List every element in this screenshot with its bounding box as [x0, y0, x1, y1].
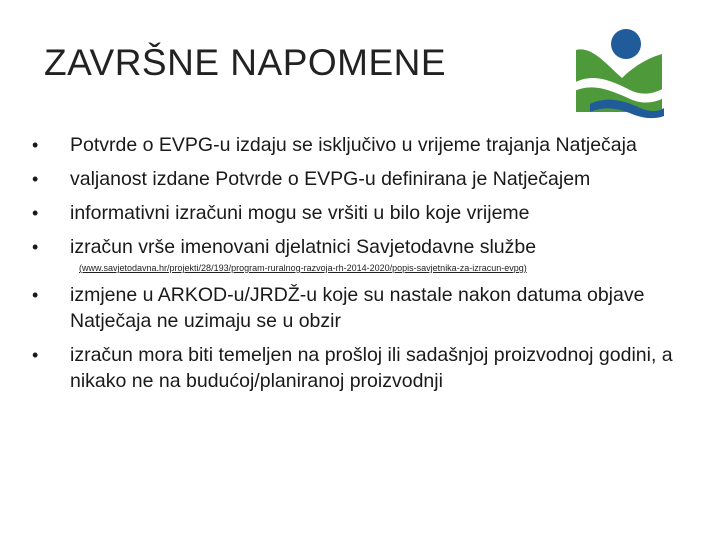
bullet-text: Potvrde o EVPG-u izdaju se isključivo u vrijeme trajanja Natječaja	[70, 134, 637, 156]
bullet-text: izračun vrše imenovani djelatnici Savjetodavne službe	[70, 236, 537, 258]
bullet-icon: •	[32, 169, 39, 189]
list-item	[24, 282, 704, 334]
bullet-text: valjanost izdane Potvrde o EVPG-u definirana je Natječajem	[70, 168, 591, 190]
bullet-list	[24, 132, 704, 402]
bullet-icon: •	[32, 237, 39, 257]
list-item	[24, 342, 704, 394]
slide-title: ZAVRŠNE NAPOMENE	[44, 42, 447, 83]
ministry-logo-icon	[570, 24, 666, 120]
bullet-text: izmjene u ARKOD-u/JRDŽ-u koje su nastale nakon datuma objave Natječaja ne uzimaju se u obzir	[70, 284, 645, 332]
list-item	[24, 234, 704, 260]
bullet-icon: •	[32, 345, 39, 365]
bullet-icon: •	[32, 203, 39, 223]
bullet-icon: •	[32, 285, 39, 305]
bullet-text: informativni izračuni mogu se vršiti u bilo koje vrijeme	[70, 202, 530, 224]
list-item	[24, 132, 704, 158]
list-item	[24, 166, 704, 192]
list-item	[24, 200, 704, 226]
bullet-icon: •	[32, 135, 39, 155]
savjetodavna-link[interactable]: (www.savjetodavna.hr/projekti/28/193/program-ruralnog-razvoja-rh-2014-2020/popis-savjetnika-za-izracun-evpg)	[79, 263, 527, 273]
bullet-text: izračun mora biti temeljen na prošloj ili sadašnjoj proizvodnoj godini, a nikako ne na budućoj/planiranoj proizvodnji	[70, 344, 673, 392]
